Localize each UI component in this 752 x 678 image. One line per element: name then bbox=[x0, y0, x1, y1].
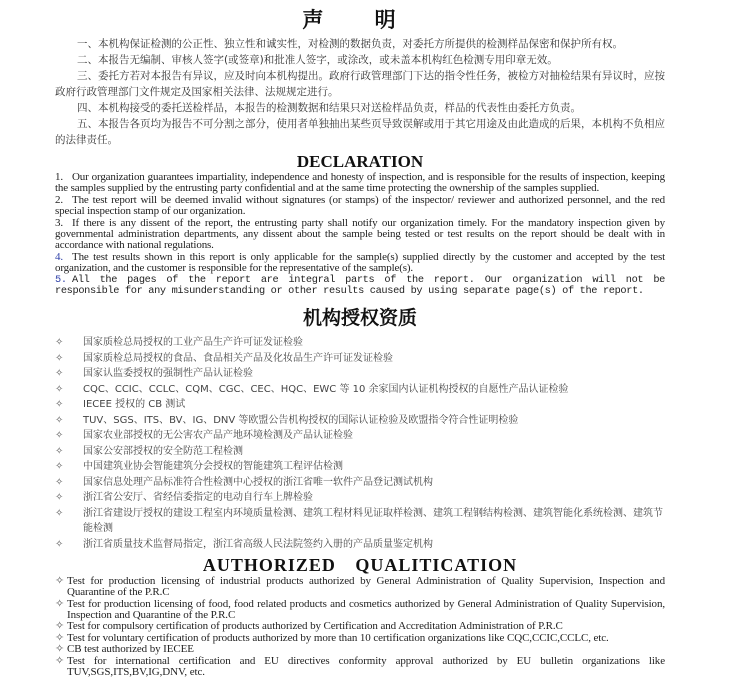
auth-list-item bbox=[55, 506, 665, 537]
auth-list-item bbox=[55, 644, 665, 655]
declaration-item bbox=[55, 172, 665, 195]
auth-list-item bbox=[55, 382, 665, 398]
item-text: IECEE 授权的 CB 测试 bbox=[83, 399, 186, 411]
item-text: 浙江省质量技术监督局指定，浙江省高级人民法院签约入册的产品质量鉴定机构 bbox=[83, 538, 433, 550]
item-text: 国家质检总局授权的工业产品生产许可证发证检验 bbox=[83, 337, 303, 349]
diamond-bullet-icon: ✧ bbox=[55, 399, 64, 411]
item-text: If there is any dissent of the report, the entrusting party shall notify our organization timely. For the mandatory inspection given by governmental administration departments, any dissent about the sample being tested or test results on the report should be dealt with in accordance with national regulations. bbox=[55, 216, 665, 252]
diamond-bullet-icon: ✧ bbox=[55, 383, 64, 395]
auth-list-item bbox=[55, 366, 665, 382]
diamond-bullet-icon: ✧ bbox=[55, 368, 64, 380]
auth-list-item bbox=[55, 656, 665, 678]
declaration-item bbox=[55, 252, 665, 275]
item-text: 国家信息处理产品标准符合性检测中心授权的浙江省唯一软件产品登记测试机构 bbox=[83, 476, 433, 488]
item-number: 2. bbox=[55, 193, 63, 206]
statement-paragraph: 二、本报告无编制、审核人签字(或签章)和批准人签字，或涂改，或未盖本机构红色检测专用印章无效。 bbox=[77, 54, 558, 66]
diamond-bullet-icon: ✧ bbox=[55, 430, 64, 442]
diamond-bullet-icon: ✧ bbox=[55, 476, 64, 488]
statement-title: 声 明 bbox=[302, 7, 418, 32]
diamond-bullet-icon: ✧ bbox=[55, 445, 64, 457]
item-text: 浙江省建设厅授权的建设工程室内环境质量检测、建筑工程材料见证取样检测、建筑工程钢结构检测、建筑智能化系统检测、建筑节能检测 bbox=[83, 507, 663, 535]
item-text: 中国建筑业协会智能建筑分会授权的智能建筑工程评估检测 bbox=[83, 461, 343, 473]
auth-list-item bbox=[55, 397, 665, 413]
item-text: 浙江省公安厅、省经信委指定的电动自行车上牌检验 bbox=[83, 492, 313, 504]
diamond-bullet-icon: ✧ bbox=[55, 538, 64, 550]
diamond-bullet-icon: ✧ bbox=[55, 597, 65, 610]
auth-list-item bbox=[55, 351, 665, 367]
auth-list-item bbox=[55, 537, 665, 553]
item-text: The test results shown in this report is only applicable for the sample(s) supplied directly by the customer and accepted by the test organization, and the customer is responsible for the representative of the sample(s). bbox=[55, 250, 665, 275]
diamond-bullet-icon: ✧ bbox=[55, 414, 64, 426]
statement-paragraph: 四、本机构接受的委托送检样品，本报告的检测数据和结果只对送检样品负责，样品的代表性由委托方负责。 bbox=[77, 102, 581, 114]
item-text: 国家质检总局授权的食品、食品相关产品及化妆品生产许可证发证检验 bbox=[83, 352, 393, 364]
item-text: Test for international certification and EU directives conformity approval authorized by EU bulletin organizations like TUV,SGS,ITS,BV,IG,DNV, etc. bbox=[67, 654, 665, 678]
diamond-bullet-icon: ✧ bbox=[55, 620, 65, 633]
diamond-bullet-icon: ✧ bbox=[55, 654, 65, 667]
diamond-bullet-icon: ✧ bbox=[55, 492, 64, 504]
statement-paragraph: 一、本机构保证检测的公正性、独立性和诚实性，对检测的数据负责，对委托方所提供的检测样品保密和保护所有权。 bbox=[77, 38, 623, 50]
item-text: 国家农业部授权的无公害农产品产地环境检测及产品认证检验 bbox=[83, 430, 353, 442]
item-number: 5. bbox=[55, 273, 67, 286]
item-text: 国家公安部授权的安全防范工程检测 bbox=[83, 445, 243, 457]
auth-list-item bbox=[55, 459, 665, 475]
diamond-bullet-icon: ✧ bbox=[55, 631, 65, 644]
item-text: CQC、CCIC、CCLC、CQM、CGC、CEC、HQC、EWC 等 10 余家国内认证机构授权的自愿性产品认证检验 bbox=[83, 383, 569, 395]
declaration-item bbox=[55, 218, 665, 252]
item-text: CB test authorized by IECEE bbox=[67, 643, 194, 656]
item-number: 3. bbox=[55, 216, 63, 229]
document-page bbox=[55, 0, 665, 678]
auth-title-en: AUTHORIZED QUALITICATION bbox=[202, 555, 518, 576]
auth-title-cn: 机构授权资质 bbox=[302, 307, 417, 330]
item-text: All the pages of the report are integral parts of the report. Our organization will not be responsible for any misunderstanding or other results caused by using separate page(s) of the report. bbox=[55, 273, 665, 298]
auth-list-item bbox=[55, 599, 665, 621]
auth-list-item bbox=[55, 576, 665, 598]
diamond-bullet-icon: ✧ bbox=[55, 575, 65, 588]
declaration-item bbox=[55, 195, 665, 218]
diamond-bullet-icon: ✧ bbox=[55, 507, 64, 519]
declaration-item bbox=[55, 275, 665, 298]
auth-list-item bbox=[55, 633, 665, 644]
statement-paragraph: 五、本报告各页均为报告不可分割之部分，使用者单独抽出某些页导致误解或用于其它用途及由此造成的后果，本机构不负相应的法律责任。 bbox=[55, 118, 665, 146]
declaration-title: DECLARATION bbox=[296, 152, 424, 171]
item-text: Test for production licensing of food, food related products and cosmetics authorized by General Administration of Quality Supervision, Inspection and Quarantine of the P.R.C bbox=[67, 597, 665, 621]
auth-list-item bbox=[55, 413, 665, 429]
item-text: Test for compulsory certification of products authorized by Certification and Accreditation Administration of P.R.C bbox=[67, 620, 563, 633]
auth-list-item bbox=[55, 428, 665, 444]
diamond-bullet-icon: ✧ bbox=[55, 352, 64, 364]
diamond-bullet-icon: ✧ bbox=[55, 643, 65, 656]
item-text: TUV、SGS、ITS、BV、IG、DNV 等欧盟公告机构授权的国际认证检验及欧盟指令符合性证明检验 bbox=[83, 414, 519, 426]
declaration-list bbox=[55, 172, 665, 297]
statement-cn bbox=[55, 36, 665, 148]
auth-list-cn bbox=[55, 335, 665, 552]
item-text: Test for production licensing of industrial products authorized by General Administration of Quality Supervision, Inspection and Quarantine of the P.R.C bbox=[67, 575, 665, 599]
auth-list-item bbox=[55, 335, 665, 351]
item-text: The test report will be deemed invalid without signatures (or stamps) of the inspector/ reviewer and authorized personnel, and the red special inspection stamp of our organization. bbox=[55, 193, 665, 218]
auth-list-item bbox=[55, 621, 665, 632]
item-text: 国家认监委授权的强制性产品认证检验 bbox=[83, 368, 253, 380]
diamond-bullet-icon: ✧ bbox=[55, 461, 64, 473]
item-number: 1. bbox=[55, 171, 63, 183]
statement-paragraph: 三、委托方若对本报告有异议，应及时向本机构提出。政府行政管理部门下达的指令性任务，被检方对抽检结果有异议时，应按政府行政管理部门文件规定及国家相关法律、法规规定进行。 bbox=[55, 70, 665, 98]
auth-list-item bbox=[55, 475, 665, 491]
auth-list-en bbox=[55, 576, 665, 678]
auth-list-item bbox=[55, 444, 665, 460]
diamond-bullet-icon: ✧ bbox=[55, 337, 64, 349]
item-text: Our organization guarantees impartiality, independence and honesty of inspection, and is responsible for the results of inspection, keeping the samples supplied by the entrusting party confidential and at the same time protecting the ownership of the samples supplied. bbox=[55, 171, 665, 195]
item-text: Test for voluntary certification of products authorized by more than 10 certification organizations like CQC,CCIC,CCLC, etc. bbox=[67, 631, 609, 644]
auth-list-item bbox=[55, 490, 665, 506]
item-number: 4. bbox=[55, 250, 63, 263]
